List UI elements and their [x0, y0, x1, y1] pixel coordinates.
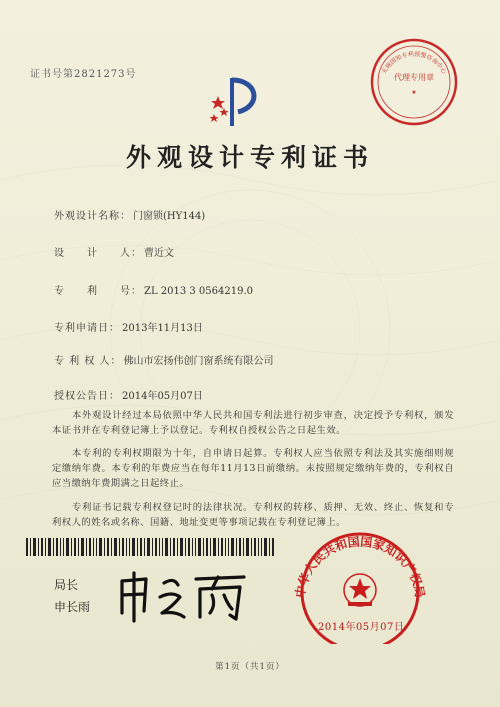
handwritten-signature — [112, 567, 252, 623]
filing-date-label: 专利申请日： — [54, 323, 120, 334]
patent-number-row — [54, 282, 253, 297]
svg-text:★: ★ — [411, 89, 417, 96]
director-name: 申长雨 — [54, 600, 91, 614]
design-name-label: 外观设计名称： — [54, 211, 131, 222]
patent-number-value: ZL 2013 3 0564219.0 — [144, 286, 254, 297]
patentee-value: 佛山市宏扬伟创门窗系统有限公司 — [123, 356, 274, 367]
designer-value: 曹近文 — [144, 248, 174, 259]
patentee-row — [54, 352, 274, 367]
designer-label: 设 计 人： — [54, 248, 142, 259]
page-title: 外观设计专利证书 — [125, 143, 374, 172]
grant-date-value: 2014年05月07日 — [122, 391, 203, 402]
grant-date-row — [54, 387, 203, 402]
patentee-label: 专 利 权 人： — [54, 356, 122, 367]
design-name-row — [54, 207, 205, 222]
paragraph-term: 本专利的专利权期限为十年，自申请日起算。专利权人应当依照专利法及其实施细则规定缴纳年费。本专利的年费应当在每年11月13日前缴纳。未按照规定缴纳年费的，专利权自应当缴纳年费期满之日起终止。 — [52, 448, 454, 489]
filing-date-row — [54, 319, 203, 334]
svg-text:中华人民共和国国家知识产权局: 中华人民共和国国家知识产权局 — [292, 534, 428, 599]
agency-stamp — [368, 36, 460, 128]
sipo-logo-icon — [208, 72, 268, 132]
seal-date: 2014年05月07日 — [318, 622, 405, 633]
patent-number-label: 专 利 号： — [54, 286, 142, 297]
svg-text:代理专用章: 代理专用章 — [394, 73, 434, 82]
design-name-value: 门窗锁(HY144) — [133, 211, 206, 222]
barcode — [26, 538, 274, 556]
filing-date-value: 2013年11月13日 — [122, 323, 203, 334]
paragraph-grant: 本外观设计经过本局依照中华人民共和国专利法进行初步审查，决定授予专利权，颁发本证书并在专利登记簿上予以登记。专利权自授权公告之日起生效。 — [52, 410, 454, 436]
designer-row — [54, 244, 174, 259]
svg-text:无锡国知专利预警咨询中心: 无锡国知专利预警咨询中心 — [380, 50, 448, 76]
director-title: 局长 — [54, 578, 79, 592]
certificate-number: 证书号第2821273号 — [30, 69, 137, 80]
paragraph-register: 专利证书记载专利权登记时的法律状况。专利权的转移、质押、无效、终止、恢复和专利权人的姓名或名称、国籍、地址变更等事项记载在专利登记簿上。 — [52, 502, 454, 528]
page-footer: 第1页（共1页） — [215, 662, 285, 672]
grant-date-label: 授权公告日： — [54, 391, 120, 402]
